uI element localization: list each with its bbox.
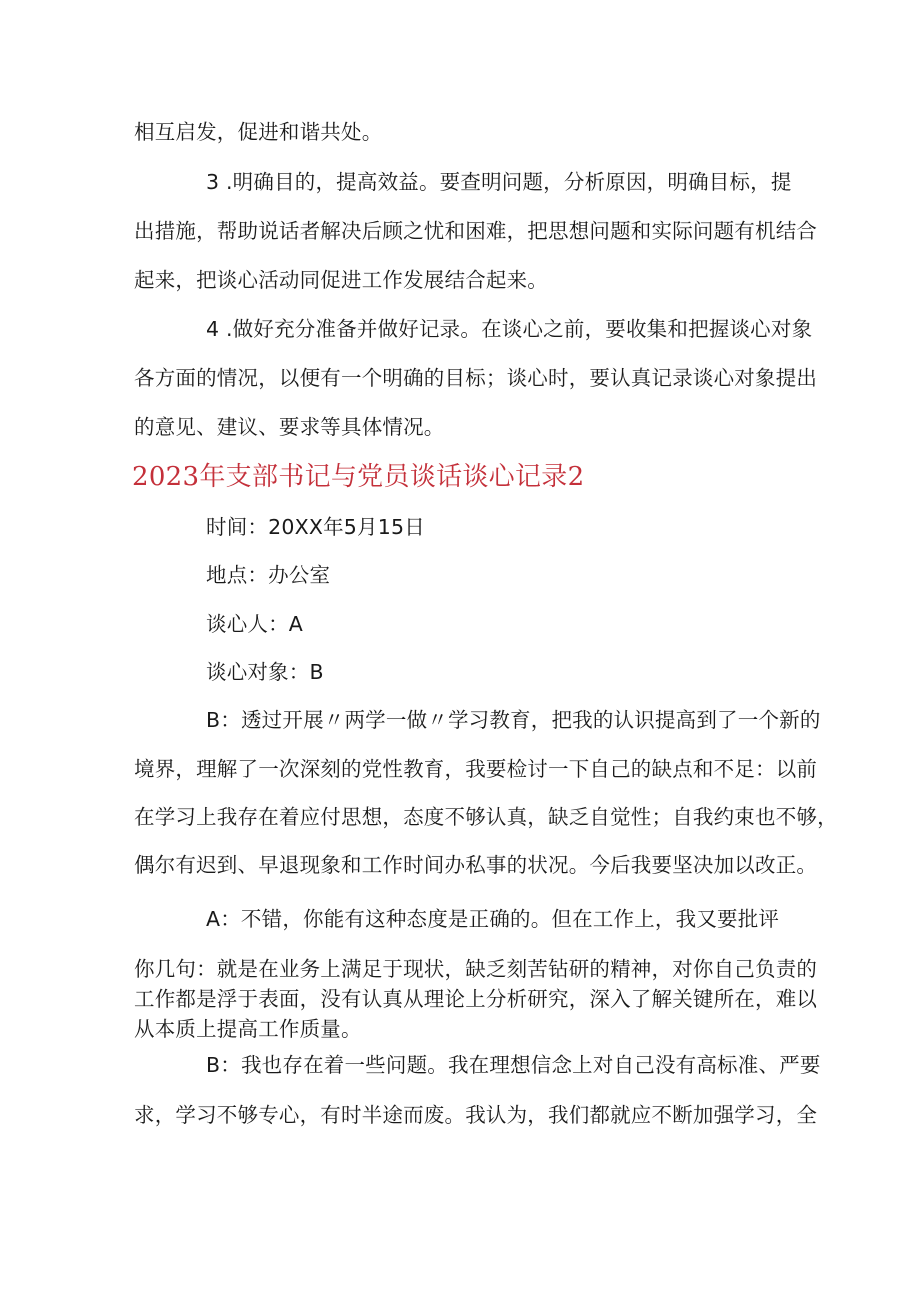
meta-speaker: 谈心人：A: [206, 612, 304, 636]
paragraph-line: 3 .明确目的，提高效益。要查明问题，分析原因，明确目标，提: [206, 170, 792, 194]
paragraph-line: 你几句：就是在业务上满足于现状，缺乏刻苦钻研的精神，对你自己负责的: [134, 957, 818, 981]
paragraph-line: 求，学习不够专心，有时半途而废。我认为，我们都就应不断加强学习，全: [134, 1103, 818, 1127]
paragraph-line: 境界，理解了一次深刻的党性教育，我要检讨一下自己的缺点和不足：以前: [134, 757, 818, 781]
paragraph-line: 在学习上我存在着应付思想，态度不够认真，缺乏自觉性；自我约束也不够，: [134, 805, 838, 829]
paragraph-line: 工作都是浮于表面，没有认真从理论上分析研究，深入了解关键所在，难以: [134, 987, 818, 1011]
paragraph-line: A：不错，你能有这种态度是正确的。但在工作上，我又要批评: [206, 907, 780, 931]
meta-time: 时间：20XX年5月15日: [206, 515, 425, 539]
paragraph-line: 从本质上提高工作质量。: [134, 1017, 362, 1041]
paragraph-line: B：透过开展〃两学一做〃学习教育，把我的认识提高到了一个新的: [206, 708, 821, 732]
paragraph-line: 4 .做好充分准备并做好记录。在谈心之前，要收集和把握谈心对象: [206, 317, 813, 341]
meta-place: 地点：办公室: [206, 563, 331, 587]
section-heading: 2023年支部书记与党员谈话谈心记录2: [132, 462, 585, 492]
paragraph-line: 的意见、建议、要求等具体情况。: [134, 415, 445, 439]
paragraph-line: 偶尔有迟到、早退现象和工作时间办私事的状况。今后我要坚决加以改正。: [134, 853, 818, 877]
paragraph-line: 各方面的情况，以便有一个明确的目标；谈心时，要认真记录谈心对象提出: [134, 366, 818, 390]
paragraph-line: 相互启发，促进和谐共处。: [134, 120, 383, 144]
paragraph-line: B：我也存在着一些问题。我在理想信念上对自己没有高标准、严要: [206, 1053, 821, 1077]
paragraph-line: 起来，把谈心活动同促进工作发展结合起来。: [134, 268, 548, 292]
paragraph-line: 出措施，帮助说话者解决后顾之忧和困难，把思想问题和实际问题有机结合: [134, 219, 818, 243]
meta-target: 谈心对象：B: [206, 660, 324, 684]
